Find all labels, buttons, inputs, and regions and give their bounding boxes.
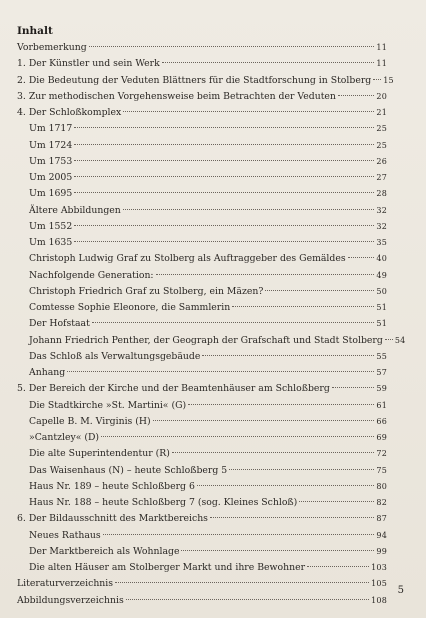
toc-entry-page: 51 — [376, 303, 387, 312]
toc-entry-page: 82 — [376, 498, 387, 507]
toc-entry — [17, 121, 387, 137]
dot-leader — [385, 339, 393, 340]
toc-entry — [17, 154, 387, 170]
toc-entry — [17, 446, 387, 462]
toc-entry-label: 3. Zur methodischen Vorgehensweise beim Betrachten der Veduten — [17, 90, 336, 102]
toc-entry-page: 87 — [376, 514, 387, 524]
toc-entry-label: Um 1635 — [29, 237, 73, 248]
toc-entry-page: 80 — [376, 481, 387, 491]
toc-entry-label: 2. Die Bedeutung der Veduten Blättners für die Stadtforschung in Stolberg — [17, 74, 372, 86]
toc-entry — [17, 463, 387, 479]
toc-entry-label: Der Marktbereich als Wohnlage — [29, 545, 180, 557]
toc-entry-page: 105 — [371, 579, 387, 589]
toc-entry-page: 94 — [376, 530, 387, 540]
toc-entry-label: Die alten Häuser am Stolberger Markt und ihre Bewohner — [29, 562, 306, 573]
toc-entry-label: Das Schloß als Verwaltungsgebäude — [29, 350, 201, 362]
toc-entry-label: Um 1695 — [29, 188, 73, 200]
dot-leader — [265, 290, 374, 291]
toc-entry-page: 27 — [376, 173, 387, 182]
dot-leader — [74, 192, 374, 193]
toc-entry-page: 21 — [376, 108, 387, 117]
toc-entry-page: 11 — [376, 43, 387, 52]
dot-leader — [181, 550, 374, 551]
table-of-contents — [17, 25, 406, 609]
toc-entry-page: 50 — [376, 286, 387, 296]
toc-entry-page: 75 — [376, 465, 387, 475]
toc-entry — [17, 89, 387, 105]
toc-entry-page: 69 — [376, 433, 387, 442]
toc-entry-label: Haus Nr. 188 – heute Schloßberg 7 (sog. Kleines Schloß) — [29, 497, 298, 508]
toc-entry-label: 4. Der Schloßkomplex — [17, 107, 122, 118]
toc-entry-label: »Cantzley« (D) — [29, 432, 100, 443]
toc-entry — [17, 40, 387, 56]
toc-entry — [17, 219, 387, 235]
toc-entry — [17, 268, 387, 284]
dot-leader — [373, 79, 381, 80]
dot-leader — [348, 257, 375, 258]
toc-entry-page: 54 — [394, 335, 406, 345]
toc-entry-page: 72 — [376, 449, 387, 459]
dot-leader — [299, 501, 374, 502]
toc-entry — [17, 203, 387, 219]
dot-leader — [188, 404, 374, 405]
toc-entry — [17, 560, 387, 576]
dot-leader — [197, 485, 375, 486]
toc-entry — [17, 479, 387, 495]
dot-leader — [232, 306, 374, 307]
toc-entry-label: Das Waisenhaus (N) – heute Schloßberg 5 — [29, 464, 228, 476]
dot-leader — [115, 582, 369, 583]
toc-entry — [17, 316, 387, 332]
dot-leader — [74, 176, 374, 177]
toc-entry-label: Literaturverzeichnis — [17, 578, 114, 590]
toc-entry-label: 6. Der Bildausschnitt des Marktbereichs — [17, 513, 208, 525]
dot-leader — [74, 127, 374, 128]
toc-entry-page: 15 — [383, 75, 394, 85]
toc-entry-page: 57 — [376, 368, 387, 377]
dot-leader — [74, 144, 374, 145]
dot-leader — [229, 469, 374, 470]
dot-leader — [123, 111, 374, 112]
dot-leader — [89, 46, 375, 47]
toc-entry-label: Johann Friedrich Penther, der Geograph der Grafschaft und Stadt Stolberg — [29, 334, 383, 346]
dot-leader — [126, 599, 369, 600]
toc-entry-label: Der Hofstaat — [29, 318, 90, 330]
dot-leader — [123, 209, 375, 210]
toc-entry — [17, 300, 387, 316]
toc-entry-page: 32 — [376, 205, 387, 215]
toc-entry — [17, 138, 387, 154]
page-number: 5 — [397, 585, 404, 596]
toc-entry-label: Christoph Ludwig Graf zu Stolberg als Auftraggeber des Gemäldes — [29, 253, 346, 265]
toc-entry — [17, 414, 387, 430]
toc-entry — [17, 365, 387, 381]
toc-entry — [17, 544, 387, 560]
toc-entry-page: 99 — [376, 546, 387, 556]
toc-entry-page: 20 — [376, 91, 387, 101]
toc-entry-label: Die Stadtkirche »St. Martini« (G) — [29, 399, 187, 411]
toc-entry-page: 28 — [376, 189, 387, 199]
toc-list — [17, 40, 406, 609]
toc-entry — [17, 73, 394, 89]
toc-entry-label: Um 1717 — [29, 123, 73, 135]
toc-entry-label: Die alte Superintendentur (R) — [29, 448, 170, 460]
dot-leader — [172, 452, 375, 453]
toc-entry-page: 59 — [376, 384, 387, 394]
toc-entry-page: 103 — [371, 563, 387, 572]
dot-leader — [74, 241, 374, 242]
toc-entry-page: 49 — [376, 270, 387, 280]
toc-entry-label: Comtesse Sophie Eleonore, die Sammlerin — [29, 302, 231, 313]
toc-entry-label: Christoph Friedrich Graf zu Stolberg, ein Mäzen? — [29, 285, 264, 297]
toc-entry-label: Um 1724 — [29, 139, 73, 151]
toc-entry — [17, 398, 387, 414]
toc-entry-label: Neues Rathaus — [29, 529, 101, 541]
toc-entry — [17, 186, 387, 202]
toc-entry-label: 1. Der Künstler und sein Werk — [17, 58, 160, 70]
toc-entry-page: 35 — [376, 238, 387, 247]
toc-entry-label: Capelle B. M. Virginis (H) — [29, 415, 151, 427]
toc-entry-page: 61 — [376, 400, 387, 410]
toc-entry-label: Nachfolgende Generation: — [29, 269, 154, 281]
toc-entry — [17, 495, 387, 511]
dot-leader — [210, 517, 374, 518]
dot-leader — [332, 387, 375, 388]
toc-entry — [17, 251, 387, 267]
toc-entry — [17, 430, 387, 446]
toc-entry — [17, 576, 387, 592]
toc-entry-page: 25 — [376, 124, 387, 134]
toc-entry-label: Vorbemerkung — [17, 42, 87, 53]
dot-leader — [338, 95, 374, 96]
dot-leader — [74, 160, 374, 161]
dot-leader — [202, 355, 374, 356]
toc-entry-page: 108 — [371, 595, 387, 605]
toc-entry — [17, 333, 406, 349]
dot-leader — [162, 62, 375, 63]
toc-entry-page: 40 — [376, 254, 387, 264]
toc-entry-label: Haus Nr. 189 – heute Schloßberg 6 — [29, 480, 195, 492]
dot-leader — [74, 225, 374, 226]
toc-entry-label: Um 1552 — [29, 220, 73, 232]
toc-entry-label: Um 2005 — [29, 172, 73, 183]
toc-entry-page: 25 — [376, 140, 387, 150]
toc-entry-label: Ältere Abbildungen — [29, 204, 121, 216]
toc-entry — [17, 511, 387, 527]
toc-entry-label: Anhang — [29, 367, 66, 378]
toc-entry-label: 5. Der Bereich der Kirche und der Beamtenhäuser am Schloßberg — [17, 383, 330, 395]
dot-leader — [101, 436, 374, 437]
toc-title: Inhalt — [17, 25, 53, 37]
toc-entry — [17, 349, 387, 365]
toc-entry — [17, 284, 387, 300]
toc-entry — [17, 593, 387, 609]
toc-entry-page: 26 — [376, 156, 387, 166]
dot-leader — [153, 420, 375, 421]
dot-leader — [103, 534, 375, 535]
dot-leader — [307, 566, 369, 567]
dot-leader — [156, 274, 375, 275]
toc-entry-label: Abbildungsverzeichnis — [17, 594, 124, 606]
toc-entry-page: 32 — [376, 221, 387, 231]
toc-entry — [17, 170, 387, 186]
toc-entry-page: 55 — [376, 351, 387, 361]
dot-leader — [92, 322, 375, 323]
toc-entry-page: 66 — [376, 416, 387, 426]
dot-leader — [67, 371, 374, 372]
toc-entry — [17, 381, 387, 397]
toc-entry-label: Um 1753 — [29, 155, 73, 167]
toc-entry — [17, 528, 387, 544]
toc-entry-page: 11 — [376, 59, 387, 69]
toc-entry — [17, 235, 387, 251]
toc-entry — [17, 105, 387, 121]
toc-entry-page: 51 — [376, 319, 387, 329]
toc-entry — [17, 56, 387, 72]
